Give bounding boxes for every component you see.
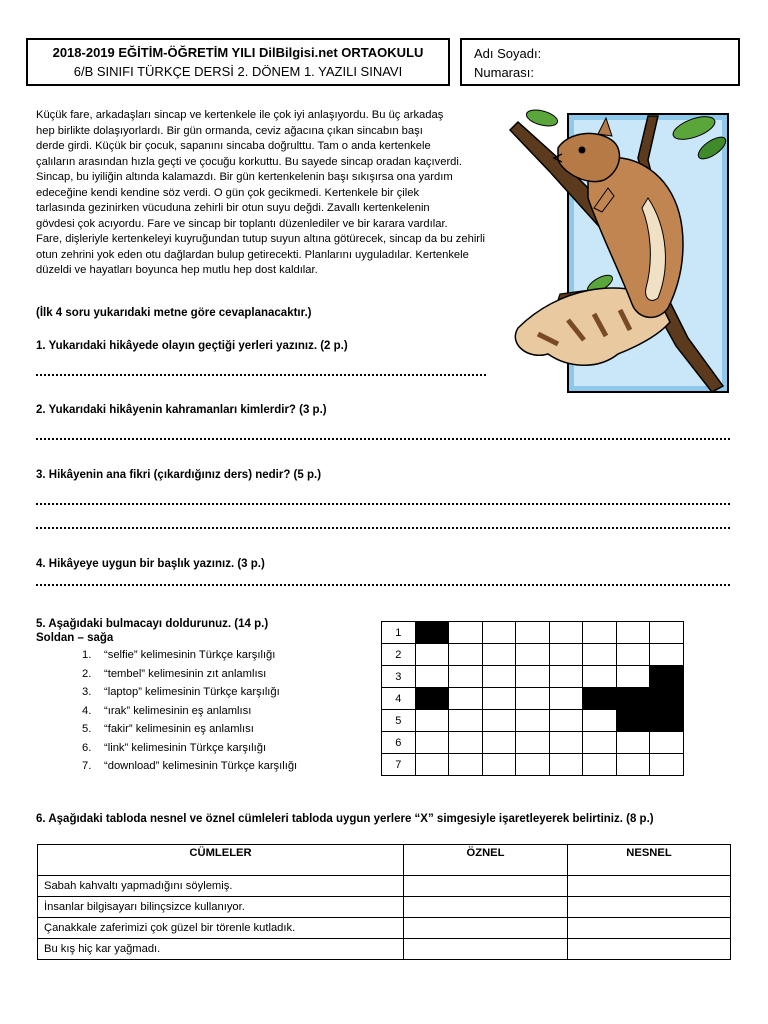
crossword-black-cell [616,710,650,732]
squirrel-illustration [498,108,734,398]
crossword-row-number: 1 [382,622,416,644]
story-line: otun zehrini yok eden otu dağlardan bulup getirecekti. Planlarını uyguladılar. Kertenkele [36,248,469,261]
crossword-row [382,644,684,666]
crossword-cell[interactable] [449,754,483,776]
crossword-cell[interactable] [415,644,449,666]
crossword-row [382,710,684,732]
crossword-cell[interactable] [650,644,684,666]
table-header-row [38,845,731,876]
crossword-black-cell [650,710,684,732]
crossword-cell[interactable] [549,666,583,688]
sentence-cell: Çanakkale zaferimizi çok güzel bir törenle kutladık. [38,918,404,939]
exam-title-line2: 6/B SINIFI TÜRKÇE DERSİ 2. DÖNEM 1. YAZILI SINAVI [73,64,403,79]
crossword-clues [82,646,297,776]
subjective-cell[interactable] [404,876,568,897]
crossword-cell[interactable] [549,710,583,732]
question-5: 5. Aşağıdaki bulmacayı doldurunuz. (14 p.) [36,618,269,630]
crossword-row-number: 5 [382,710,416,732]
answer-line-3b[interactable] [36,527,730,529]
crossword-cell[interactable] [583,710,617,732]
sentence-cell: İnsanlar bilgisayarı bilinçsizce kullanıyor. [38,897,404,918]
crossword-row [382,622,684,644]
objective-cell[interactable] [568,918,731,939]
subjective-cell[interactable] [404,939,568,960]
crossword-cell[interactable] [516,666,550,688]
crossword-cell[interactable] [616,622,650,644]
objective-cell[interactable] [568,897,731,918]
crossword-cell[interactable] [415,710,449,732]
story-line: tarlasında gezinirken vücuduna zehirli bir otun suyu değdi. Zavallı kertenkelenin [36,202,430,214]
crossword-grid [381,621,684,776]
student-info-box [460,38,740,86]
clue-item: 3. “laptop” kelimesinin Türkçe karşılığı [82,686,280,698]
answer-line-3a[interactable] [36,503,730,505]
crossword-cell[interactable] [583,622,617,644]
question-1: 1. Yukarıdaki hikâyede olayın geçtiği yerleri yazınız. (2 p.) [36,340,348,352]
crossword-cell[interactable] [516,644,550,666]
story-line: Küçük fare, arkadaşları sincap ve kertenkele ile çok iyi anlaşıyordu. Bu üç arkadaş [36,109,444,121]
crossword-cell[interactable] [482,732,516,754]
crossword-cell[interactable] [516,622,550,644]
subjective-cell[interactable] [404,897,568,918]
crossword-row-number: 2 [382,644,416,666]
table-row [38,939,731,960]
crossword-black-cell [650,688,684,710]
crossword-black-cell [650,666,684,688]
table-row [38,897,731,918]
number-label: Numarası: [474,65,534,80]
answer-line-1[interactable] [36,374,486,376]
table-row [38,918,731,939]
story-line: derde girdi. Küçük bir çocuk, sapanını sincaba doğrulttu. Tam o anda kertenkele [36,140,431,152]
crossword-cell[interactable] [549,732,583,754]
crossword-cell[interactable] [650,754,684,776]
crossword-cell[interactable] [516,732,550,754]
crossword-cell[interactable] [482,688,516,710]
crossword-cell[interactable] [583,644,617,666]
crossword-row-number: 3 [382,666,416,688]
crossword-cell[interactable] [449,622,483,644]
crossword-cell[interactable] [516,688,550,710]
crossword-cell[interactable] [616,644,650,666]
crossword-direction: Soldan – sağa [36,632,114,644]
crossword-cell[interactable] [583,732,617,754]
crossword-cell[interactable] [583,666,617,688]
crossword-row-number: 4 [382,688,416,710]
crossword-cell[interactable] [616,666,650,688]
crossword-black-cell [583,688,617,710]
question-2: 2. Yukarıdaki hikâyenin kahramanları kimlerdir? (3 p.) [36,404,327,416]
crossword-black-cell [415,622,449,644]
crossword-cell[interactable] [482,710,516,732]
story-line: Fare, dişleriyle kertenkeleyi kuyruğundan tutup suyun altına götürecek, sincap da bu zehirli [36,233,485,245]
clue-item: 6. “link” kelimesinin Türkçe karşılığı [82,741,267,754]
table-row [38,876,731,897]
crossword-cell[interactable] [583,754,617,776]
crossword-cell[interactable] [616,732,650,754]
crossword-cell[interactable] [449,644,483,666]
story-line: çalıların arasından hızla geçti ve çocuğu korkuttu. Bu sayede sincap oradan kaçıverdi. [36,155,462,168]
sentence-cell: Sabah kahvaltı yapmadığını söylemiş. [38,876,404,897]
crossword-cell[interactable] [516,710,550,732]
question-6: 6. Aşağıdaki tabloda nesnel ve öznel cümleleri tabloda uygun yerlere “X” simgesiyle işaretleyerek belirtiniz. (8 p.) [36,813,654,825]
clue-item: 2. “tembel” kelimesinin zıt anlamlısı [82,667,267,680]
crossword-cell[interactable] [449,688,483,710]
crossword-cell[interactable] [650,732,684,754]
exam-title-line1: 2018-2019 EĞİTİM-ÖĞRETİM YILI DilBilgisi.net ORTAOKULU [52,45,424,60]
crossword-row [382,688,684,710]
story-line: edeceğine kendi kendine söz verdi. O gün çok gecikmedi. Kertenkele bir çilek [36,186,420,199]
crossword-cell[interactable] [449,732,483,754]
crossword-cell[interactable] [516,754,550,776]
objective-cell[interactable] [568,939,731,960]
story-line: Sincap, bu iyiliğin altında kalamazdı. Bir gün kertenkelenin başı sıkışırsa ona yardım [36,171,453,183]
sentence-cell: Bu kış hiç kar yağmadı. [38,939,404,960]
clue-item: 7. “download” kelimesinin Türkçe karşılığı [82,760,298,772]
crossword-cell[interactable] [549,622,583,644]
objective-cell[interactable] [568,876,731,897]
story-line: hep birlikte dolaşıyorlardı. Bir gün ormanda, ceviz ağacına çıkan sincabın başı [36,124,423,137]
crossword-cell[interactable] [549,688,583,710]
sentence-table [37,844,731,960]
crossword-cell[interactable] [482,754,516,776]
exam-title-box [26,38,450,86]
question-3: 3. Hikâyenin ana fikri (çıkardığınız ders) nedir? (5 p.) [36,469,322,481]
crossword-row [382,754,684,776]
crossword-cell[interactable] [650,622,684,644]
clue-item: 1. “selfie” kelimesinin Türkçe karşılığı [82,649,276,661]
answer-line-4[interactable] [36,584,730,586]
crossword-cell[interactable] [549,644,583,666]
col-header-objective: NESNEL [568,845,731,876]
answer-line-2[interactable] [36,438,730,440]
crossword-row-number: 6 [382,732,416,754]
col-header-subjective: ÖZNEL [404,845,568,876]
crossword-row [382,732,684,754]
clue-item: 5. “fakir” kelimesinin eş anlamlısı [82,723,254,735]
story-text [36,108,536,279]
instruction-note: (İlk 4 soru yukarıdaki metne göre cevaplanacaktır.) [36,307,312,319]
crossword-black-cell [415,688,449,710]
crossword-cell[interactable] [415,732,449,754]
crossword-cell[interactable] [482,622,516,644]
crossword-cell[interactable] [449,710,483,732]
crossword-row-number: 7 [382,754,416,776]
story-line: gövdesi çok acıyordu. Fare ve sincap bir toplantı düzenlediler ve bir karara vardılar. [36,217,448,230]
crossword-cell[interactable] [482,644,516,666]
crossword-cell[interactable] [415,666,449,688]
subjective-cell[interactable] [404,918,568,939]
crossword-row [382,666,684,688]
clue-item: 4. “ırak” kelimesinin eş anlamlısı [82,704,252,717]
col-header-sentences: CÜMLELER [38,845,404,876]
crossword-cell[interactable] [415,754,449,776]
crossword-cell[interactable] [482,666,516,688]
name-label: Adı Soyadı: [474,46,542,61]
crossword-cell[interactable] [616,754,650,776]
question-4: 4. Hikâyeye uygun bir başlık yazınız. (3 p.) [36,558,265,570]
crossword-cell[interactable] [449,666,483,688]
crossword-cell[interactable] [549,754,583,776]
story-line: düzeldi ve hayatları boyunca hep mutlu hep dost kaldılar. [36,264,318,276]
crossword-black-cell [616,688,650,710]
